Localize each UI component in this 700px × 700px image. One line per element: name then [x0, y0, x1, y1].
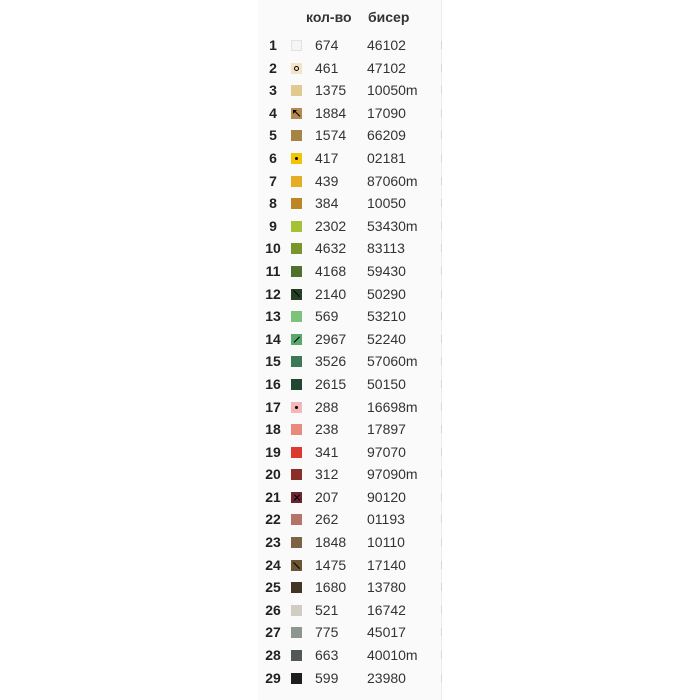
row-tick-mark: [441, 493, 442, 501]
backslash-symbol-icon: [293, 290, 300, 297]
legend-row: [0, 215, 700, 238]
row-tick-mark: [441, 448, 442, 456]
bead-code: 90120: [367, 488, 406, 505]
color-swatch: [291, 650, 302, 661]
bead-code: 97070: [367, 443, 406, 460]
legend-row: [0, 531, 700, 554]
legend-row: [0, 170, 700, 193]
bead-code: 87060m: [367, 172, 418, 189]
row-tick-mark: [441, 606, 442, 614]
legend-row: [0, 102, 700, 125]
color-swatch: [291, 243, 302, 254]
legend-row: [0, 283, 700, 306]
bead-code: 47102: [367, 59, 406, 76]
color-swatch: [291, 334, 302, 345]
color-swatch: [291, 311, 302, 322]
bead-code: 13780: [367, 579, 406, 596]
bead-code: 57060m: [367, 353, 418, 370]
bead-code: 45017: [367, 624, 406, 641]
legend-row: [0, 79, 700, 102]
row-number: 1: [269, 37, 277, 53]
legend-row: [0, 350, 700, 373]
quantity-value: 238: [315, 421, 339, 438]
legend-row: [0, 147, 700, 170]
quantity-value: 384: [315, 195, 339, 212]
quantity-value: 1848: [315, 534, 347, 551]
row-tick-mark: [441, 199, 442, 207]
dot-symbol-icon: [295, 157, 298, 160]
color-swatch: [291, 356, 302, 367]
row-number: 5: [269, 127, 277, 144]
color-swatch: [291, 130, 302, 141]
row-number: 25: [265, 579, 281, 596]
bead-code: 50290: [367, 285, 406, 302]
row-tick-mark: [441, 403, 442, 411]
color-swatch: [291, 108, 302, 119]
arrow-symbol-icon: [293, 110, 300, 117]
legend-row: [0, 621, 700, 644]
quantity-value: 461: [315, 59, 339, 76]
row-tick-mark: [441, 628, 442, 636]
quantity-value: 207: [315, 488, 339, 505]
color-swatch: [291, 402, 302, 413]
column-header-quantity: кол-во: [306, 9, 352, 25]
color-swatch: [291, 560, 302, 571]
bead-code: 23980: [367, 669, 406, 686]
legend-rows: [0, 34, 700, 689]
dot-symbol-icon: [295, 406, 298, 409]
color-swatch: [291, 266, 302, 277]
row-number: 8: [269, 195, 277, 212]
legend-row: [0, 463, 700, 486]
row-tick-mark: [441, 538, 442, 546]
ring-symbol-icon: [294, 66, 299, 71]
bead-code: 83113: [367, 240, 405, 257]
row-tick-mark: [441, 651, 442, 659]
bead-code: 17140: [367, 556, 406, 573]
color-swatch: [291, 379, 302, 390]
color-swatch: [291, 40, 302, 51]
row-tick-mark: [441, 86, 442, 94]
row-number: 11: [265, 262, 281, 279]
row-tick-mark: [441, 154, 442, 162]
row-tick-mark: [441, 222, 442, 230]
row-tick-mark: [441, 357, 442, 365]
row-number: 28: [265, 647, 281, 664]
row-number: 2: [269, 59, 277, 76]
quantity-value: 521: [315, 601, 339, 618]
x-symbol-icon: [293, 493, 301, 501]
legend-row: [0, 576, 700, 599]
row-tick-mark: [441, 561, 442, 569]
legend-row: [0, 328, 700, 351]
legend-row: [0, 305, 700, 328]
color-swatch: [291, 63, 302, 74]
bead-code: 53430m: [367, 217, 418, 234]
legend-row: [0, 192, 700, 215]
column-header-bead: бисер: [368, 9, 410, 25]
bead-code: 10110: [367, 534, 405, 551]
quantity-value: 674: [315, 37, 339, 53]
legend-row: [0, 57, 700, 80]
row-tick-mark: [441, 515, 442, 523]
bead-code: 59430: [367, 262, 406, 279]
color-swatch: [291, 447, 302, 458]
quantity-value: 3526: [315, 353, 347, 370]
row-number: 22: [265, 511, 281, 528]
backslash-symbol-icon: [293, 562, 300, 569]
row-number: 23: [265, 534, 281, 551]
bead-code: 16742: [367, 601, 406, 618]
row-number: 9: [269, 217, 277, 234]
row-number: 19: [265, 443, 281, 460]
bead-code: 10050: [367, 195, 406, 212]
quantity-value: 439: [315, 172, 339, 189]
color-swatch: [291, 469, 302, 480]
row-number: 10: [265, 240, 281, 257]
row-number: 24: [265, 556, 281, 573]
row-tick-mark: [441, 244, 442, 252]
quantity-value: 4168: [315, 262, 347, 279]
color-swatch: [291, 673, 302, 684]
color-swatch: [291, 605, 302, 616]
row-number: 14: [265, 330, 281, 347]
color-swatch: [291, 537, 302, 548]
quantity-value: 1475: [315, 556, 347, 573]
row-number: 16: [265, 375, 281, 392]
row-number: 20: [265, 466, 281, 483]
row-tick-mark: [441, 131, 442, 139]
bead-code: 66209: [367, 127, 406, 144]
bead-code: 02181: [367, 149, 406, 166]
bead-code: 17090: [367, 104, 406, 121]
row-number: 21: [265, 488, 281, 505]
row-number: 3: [269, 82, 277, 99]
row-number: 6: [269, 149, 277, 166]
quantity-value: 341: [315, 443, 339, 460]
row-number: 29: [265, 669, 281, 686]
row-tick-mark: [441, 290, 442, 298]
quantity-value: 1884: [315, 104, 347, 121]
row-tick-mark: [441, 267, 442, 275]
bead-code: 52240: [367, 330, 406, 347]
color-swatch: [291, 198, 302, 209]
legend-row: [0, 260, 700, 283]
quantity-value: 599: [315, 669, 339, 686]
row-number: 26: [265, 601, 281, 618]
bead-code: 01193: [367, 511, 405, 528]
color-swatch: [291, 85, 302, 96]
legend-row: [0, 599, 700, 622]
bead-code: 46102: [367, 37, 406, 53]
quantity-value: 4632: [315, 240, 347, 257]
bead-code: 10050m: [367, 82, 418, 99]
legend-row: [0, 667, 700, 690]
row-tick-mark: [441, 312, 442, 320]
quantity-value: 569: [315, 308, 339, 325]
color-swatch: [291, 424, 302, 435]
quantity-value: 417: [315, 149, 339, 166]
row-number: 4: [269, 104, 277, 121]
color-swatch: [291, 492, 302, 503]
row-tick-mark: [441, 425, 442, 433]
legend-row: [0, 418, 700, 441]
quantity-value: 312: [315, 466, 339, 483]
legend-row: [0, 486, 700, 509]
row-tick-mark: [441, 41, 442, 49]
row-number: 18: [265, 421, 281, 438]
row-tick-mark: [441, 109, 442, 117]
bead-code: 53210: [367, 308, 406, 325]
slash-symbol-icon: [293, 336, 300, 343]
row-tick-mark: [441, 177, 442, 185]
color-swatch: [291, 221, 302, 232]
color-swatch: [291, 514, 302, 525]
quantity-value: 2302: [315, 217, 347, 234]
bead-code: 97090m: [367, 466, 418, 483]
quantity-value: 775: [315, 624, 339, 641]
row-number: 12: [265, 285, 281, 302]
quantity-value: 262: [315, 511, 339, 528]
row-number: 27: [265, 624, 281, 641]
row-tick-mark: [441, 380, 442, 388]
quantity-value: 663: [315, 647, 339, 664]
quantity-value: 2967: [315, 330, 347, 347]
row-number: 17: [265, 398, 281, 415]
legend-row: [0, 508, 700, 531]
row-tick-mark: [441, 64, 442, 72]
row-tick-mark: [441, 335, 442, 343]
quantity-value: 1574: [315, 127, 347, 144]
legend-row: [0, 441, 700, 464]
quantity-value: 2615: [315, 375, 347, 392]
bead-code: 50150: [367, 375, 406, 392]
quantity-value: 1375: [315, 82, 347, 99]
row-number: 13: [265, 308, 281, 325]
legend-row: [0, 34, 700, 57]
color-swatch: [291, 176, 302, 187]
color-swatch: [291, 627, 302, 638]
legend-row: [0, 554, 700, 577]
legend-row: [0, 644, 700, 667]
bead-code: 16698m: [367, 398, 418, 415]
row-number: 15: [265, 353, 281, 370]
quantity-value: 2140: [315, 285, 347, 302]
bead-code: 17897: [367, 421, 406, 438]
legend-row: [0, 237, 700, 260]
legend-row: [0, 373, 700, 396]
legend-row: [0, 124, 700, 147]
bead-code: 40010m: [367, 647, 418, 664]
row-tick-mark: [441, 583, 442, 591]
row-tick-mark: [441, 674, 442, 682]
legend-row: [0, 396, 700, 419]
color-swatch: [291, 153, 302, 164]
quantity-value: 1680: [315, 579, 347, 596]
color-swatch: [291, 289, 302, 300]
color-swatch: [291, 582, 302, 593]
row-number: 7: [269, 172, 277, 189]
quantity-value: 288: [315, 398, 339, 415]
row-tick-mark: [441, 470, 442, 478]
